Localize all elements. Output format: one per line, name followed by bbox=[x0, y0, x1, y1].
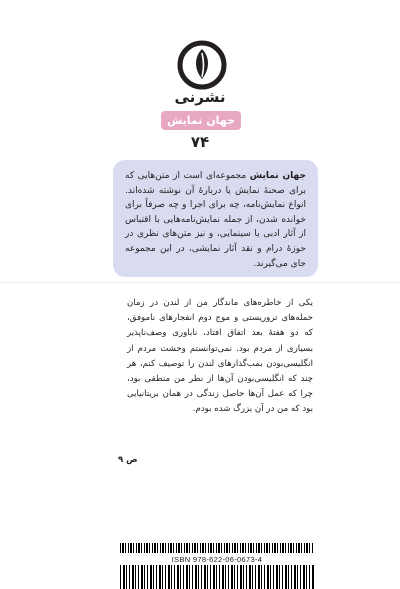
book-excerpt: یکی از خاطره‌های ماندگار من از لندن در زمان حمله‌های تروریستی و موج دوم انفجارهای ناموفق، که دو هفتهٔ بعد اتفاق افتاد، ناباوری وصف‌ناپذیر بسیاری از مردم بود. نمی‌توانستم وحشت مردم از انگلیسی‌بودن بمب‌گذارهای لندن را توصیف کنم، هر چند که انگلیسی‌بودن آن‌ها از نظر من منطقی بود، چرا که عمل آن‌ها حاصل زندگی در همان بریتانیایی بود که من در آن بزرگ شده بودم. bbox=[127, 298, 313, 415]
publisher-name: نشرنی bbox=[174, 88, 226, 106]
series-description-body: مجموعه‌ای است از متن‌هایی که برای صحنهٔ نمایش یا دربارهٔ آن نوشته شده‌اند. انواع نمایش‌نامه، چه برای اجرا و چه صرفاً برای خوانده شدن، از جمله نمایش‌نامه‌هایی با اقتباس از آثار ادبی یا سینمایی، و نیز متن‌های نظری در حوزهٔ درام و نقد آثار نمایشی، در این مجموعه جای می‌گیرند. bbox=[125, 171, 306, 269]
isbn-number: ISBN 978-622-06-0673-4 bbox=[171, 555, 263, 564]
series-name-badge: جهان نمایش bbox=[161, 111, 241, 130]
series-number: ۷۴ bbox=[190, 133, 210, 151]
excerpt-page-reference: ص ۹ bbox=[118, 455, 138, 465]
series-description-box bbox=[113, 160, 318, 277]
barcode-top bbox=[120, 543, 314, 553]
divider bbox=[0, 282, 400, 283]
series-description-lead: جهان نمایش bbox=[249, 171, 306, 181]
barcode-icon bbox=[120, 565, 314, 589]
